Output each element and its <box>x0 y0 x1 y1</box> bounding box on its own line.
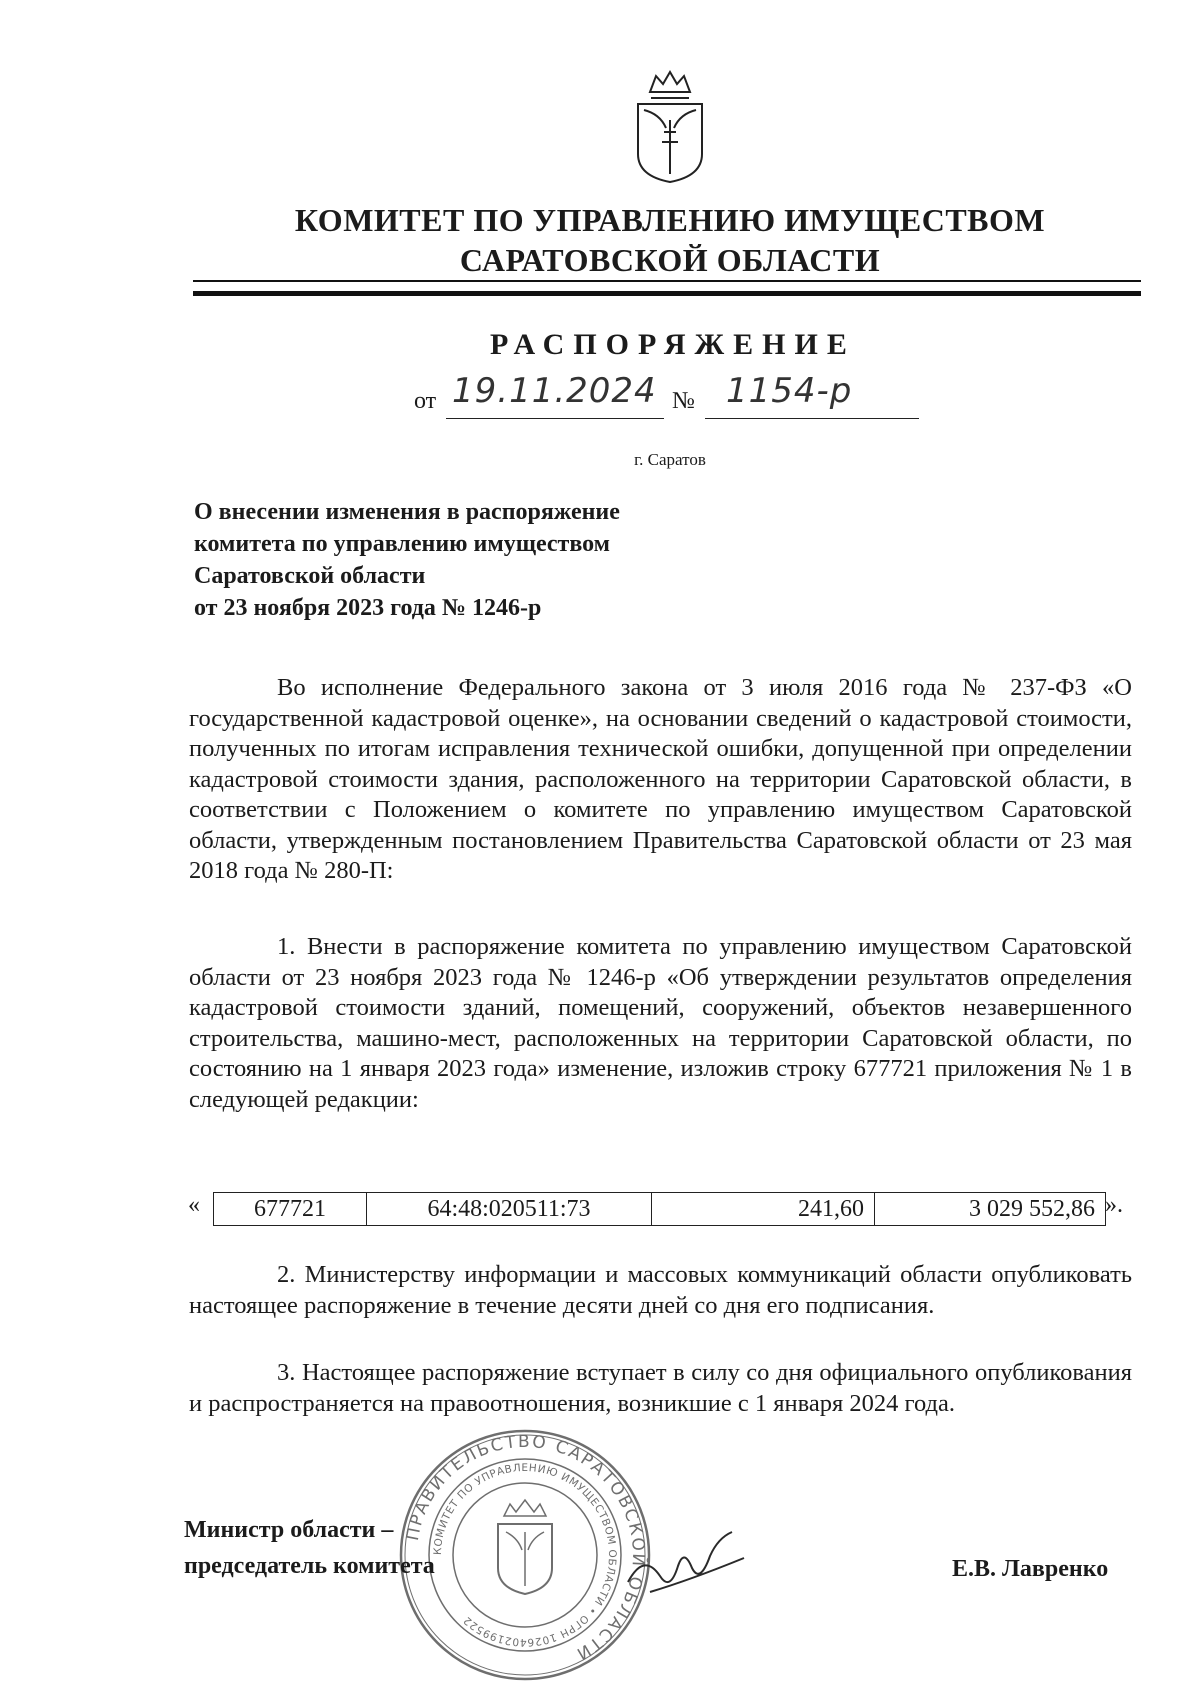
handwritten-signature <box>620 1522 750 1602</box>
coat-of-arms-emblem <box>632 70 708 186</box>
amended-row-table <box>213 1192 1106 1226</box>
table-row <box>214 1193 1106 1226</box>
number-label: № <box>672 388 695 414</box>
organization-name-line1: КОМИТЕТ ПО УПРАВЛЕНИЮ ИМУЩЕСТВОМ <box>294 202 1046 238</box>
cell-cadastral-number: 64:48:020511:73 <box>367 1193 652 1226</box>
header-rule-thin <box>193 280 1141 282</box>
paragraph-item-1: 1. Внести в распоряжение комитета по управлению имуществом Саратовской области от 23 ноября 2023 года № 1246-р «Об утверждении результатов определения кадастровой стоимости зданий, помещений, сооружений, объектов незавершенного строительства, машино-мест, расположенных на территории Саратовской области, по состоянию на 1 января 2023 года» изменение, изложив строку 677721 приложения № 1 в следующей редакции: <box>189 933 1132 1113</box>
seal-inner-text: КОМИТЕТ ПО УПРАВЛЕНИЮ ИМУЩЕСТВОМ ОБЛАСТИ • ОГРН 1026402199522 <box>431 1461 619 1649</box>
subject-line: от 23 ноября 2023 года № 1246-р <box>194 595 542 621</box>
document-type: РАСПОРЯЖЕНИЕ <box>490 328 856 361</box>
subject-line: Саратовской области <box>194 563 426 589</box>
subject-line: комитета по управлению имуществом <box>194 531 611 557</box>
signatory-name: Е.В. Лавренко <box>952 1556 1109 1582</box>
cell-cadastral-value: 3 029 552,86 <box>875 1193 1106 1226</box>
document-subject <box>194 496 620 624</box>
number-underline <box>705 418 919 419</box>
cell-area: 241,60 <box>652 1193 875 1226</box>
paragraph-item-3: 3. Настоящее распоряжение вступает в силу со дня официального опубликования и распространяется на правоотношения, возникшие с 1 января 2024 года. <box>189 1359 1132 1417</box>
handwritten-date: 19.11.2024 <box>452 371 657 411</box>
seal-outer-text: ПРАВИТЕЛЬСТВО САРАТОВСКОЙ ОБЛАСТИ <box>402 1431 649 1665</box>
open-quote: « <box>188 1192 200 1218</box>
signatory-title-line1: Министр области – <box>184 1517 394 1543</box>
signatory-title <box>184 1512 435 1584</box>
city: г. Саратов <box>634 450 706 469</box>
official-seal <box>398 1428 652 1682</box>
close-quote: ». <box>1105 1192 1123 1218</box>
subject-line: О внесении изменения в распоряжение <box>194 499 620 525</box>
header-rule-thick <box>193 291 1141 296</box>
signatory-title-line2: председатель комитета <box>184 1553 435 1579</box>
handwritten-number: 1154-р <box>726 371 853 411</box>
paragraph-preamble: Во исполнение Федерального закона от 3 июля 2016 года № 237-ФЗ «О государственной кадастровой оценке», на основании сведений о кадастровой стоимости, полученных по итогам исправления технической ошибки, допущенной при определении кадастровой стоимости здания, расположенного на территории Саратовской области, в соответствии с Положением о комитете по управлению имуществом Саратовской области, утвержденным постановлением Правительства Саратовской области от 23 мая 2018 года № 280-П: <box>189 674 1132 884</box>
date-label: от <box>414 388 437 414</box>
cell-row-number: 677721 <box>214 1193 367 1226</box>
paragraph-item-2: 2. Министерству информации и массовых коммуникаций области опубликовать настоящее распоряжение в течение десяти дней со дня его подписания. <box>189 1261 1132 1319</box>
organization-name-line2: САРАТОВСКОЙ ОБЛАСТИ <box>459 242 881 278</box>
date-underline <box>446 418 664 419</box>
